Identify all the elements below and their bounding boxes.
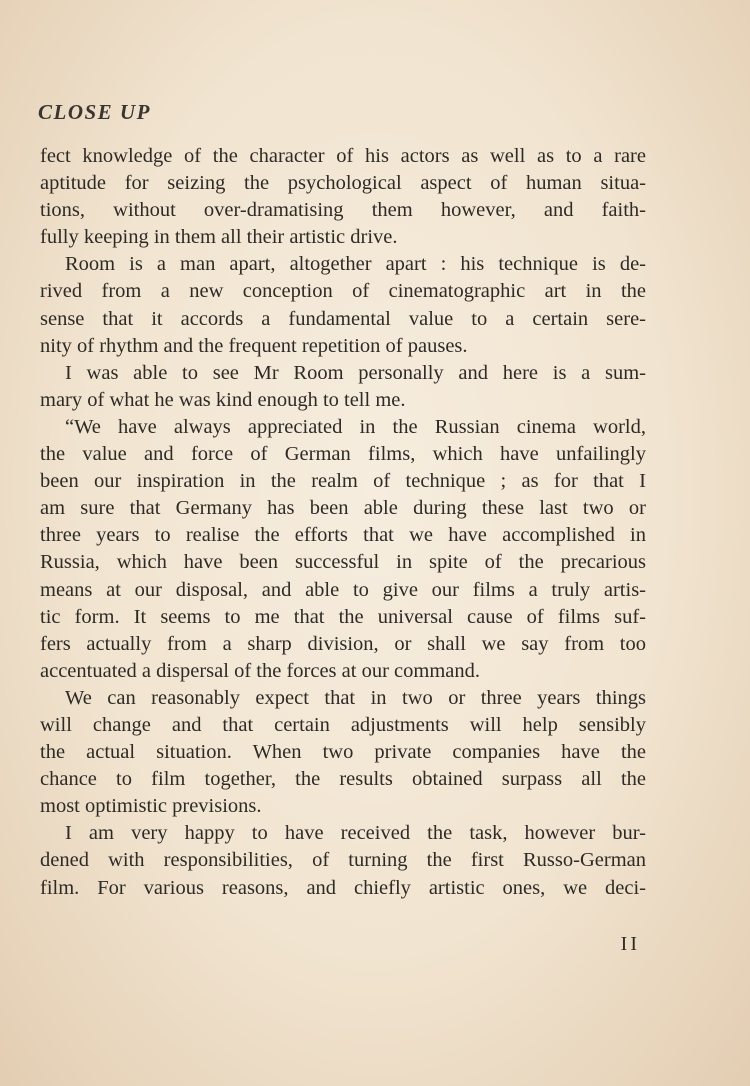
paragraph (40, 360, 646, 414)
text-line: Russia, which have been successful in spite of the precarious (40, 551, 646, 574)
text-line: most optimistic previsions. (40, 795, 262, 818)
paragraph (40, 251, 646, 359)
text-line: Room is a man apart, altogether apart : his technique is de- (65, 253, 646, 276)
text-line: nity of rhythm and the frequent repetition of pauses. (40, 334, 468, 357)
body-text (40, 143, 646, 902)
text-line: I was able to see Mr Room personally and here is a sum- (65, 361, 646, 384)
text-line: fers actually from a sharp division, or shall we say from too (40, 632, 646, 655)
text-line: been our inspiration in the realm of technique ; as for that I (40, 470, 646, 493)
text-line: tions, without over-dramatising them however, and faith- (40, 199, 646, 222)
page-number: II (620, 933, 640, 955)
text-line: rived from a new conception of cinematographic art in the (40, 280, 646, 303)
text-line: means at our disposal, and able to give our films a truly artis- (40, 578, 646, 601)
text-line: mary of what he was kind enough to tell me. (40, 388, 406, 411)
text-line: “We have always appreciated in the Russian cinema world, (65, 415, 646, 438)
text-line: the actual situation. When two private companies have the (40, 741, 646, 764)
text-line: I am very happy to have received the task, however bur- (65, 822, 646, 845)
text-line: aptitude for seizing the psychological aspect of human situa- (40, 172, 646, 195)
text-line: film. For various reasons, and chiefly artistic ones, we deci- (40, 876, 646, 899)
running-head: CLOSE UP (38, 100, 151, 124)
text-line: fect knowledge of the character of his actors as well as to a rare (40, 145, 646, 167)
text-line: am sure that Germany has been able during these last two or (40, 497, 646, 520)
paragraph (40, 685, 646, 820)
text-line: dened with responsibilities, of turning the first Russo-German (40, 849, 646, 872)
text-line: accentuated a dispersal of the forces at our command. (40, 659, 480, 682)
text-line: tic form. It seems to me that the universal cause of films suf- (40, 605, 646, 628)
text-line: We can reasonably expect that in two or three years things (65, 686, 646, 709)
paragraph (40, 414, 646, 685)
text-line: sense that it accords a fundamental value to a certain sere- (40, 307, 646, 330)
text-line: the value and force of German films, which have unfailingly (40, 443, 646, 466)
text-line: will change and that certain adjustments will help sensibly (40, 713, 646, 736)
text-line: fully keeping in them all their artistic drive. (40, 226, 398, 249)
paragraph (40, 820, 646, 901)
text-line: chance to film together, the results obtained surpass all the (40, 768, 646, 791)
text-line: three years to realise the efforts that we have accomplished in (40, 524, 646, 547)
paragraph (40, 143, 646, 251)
